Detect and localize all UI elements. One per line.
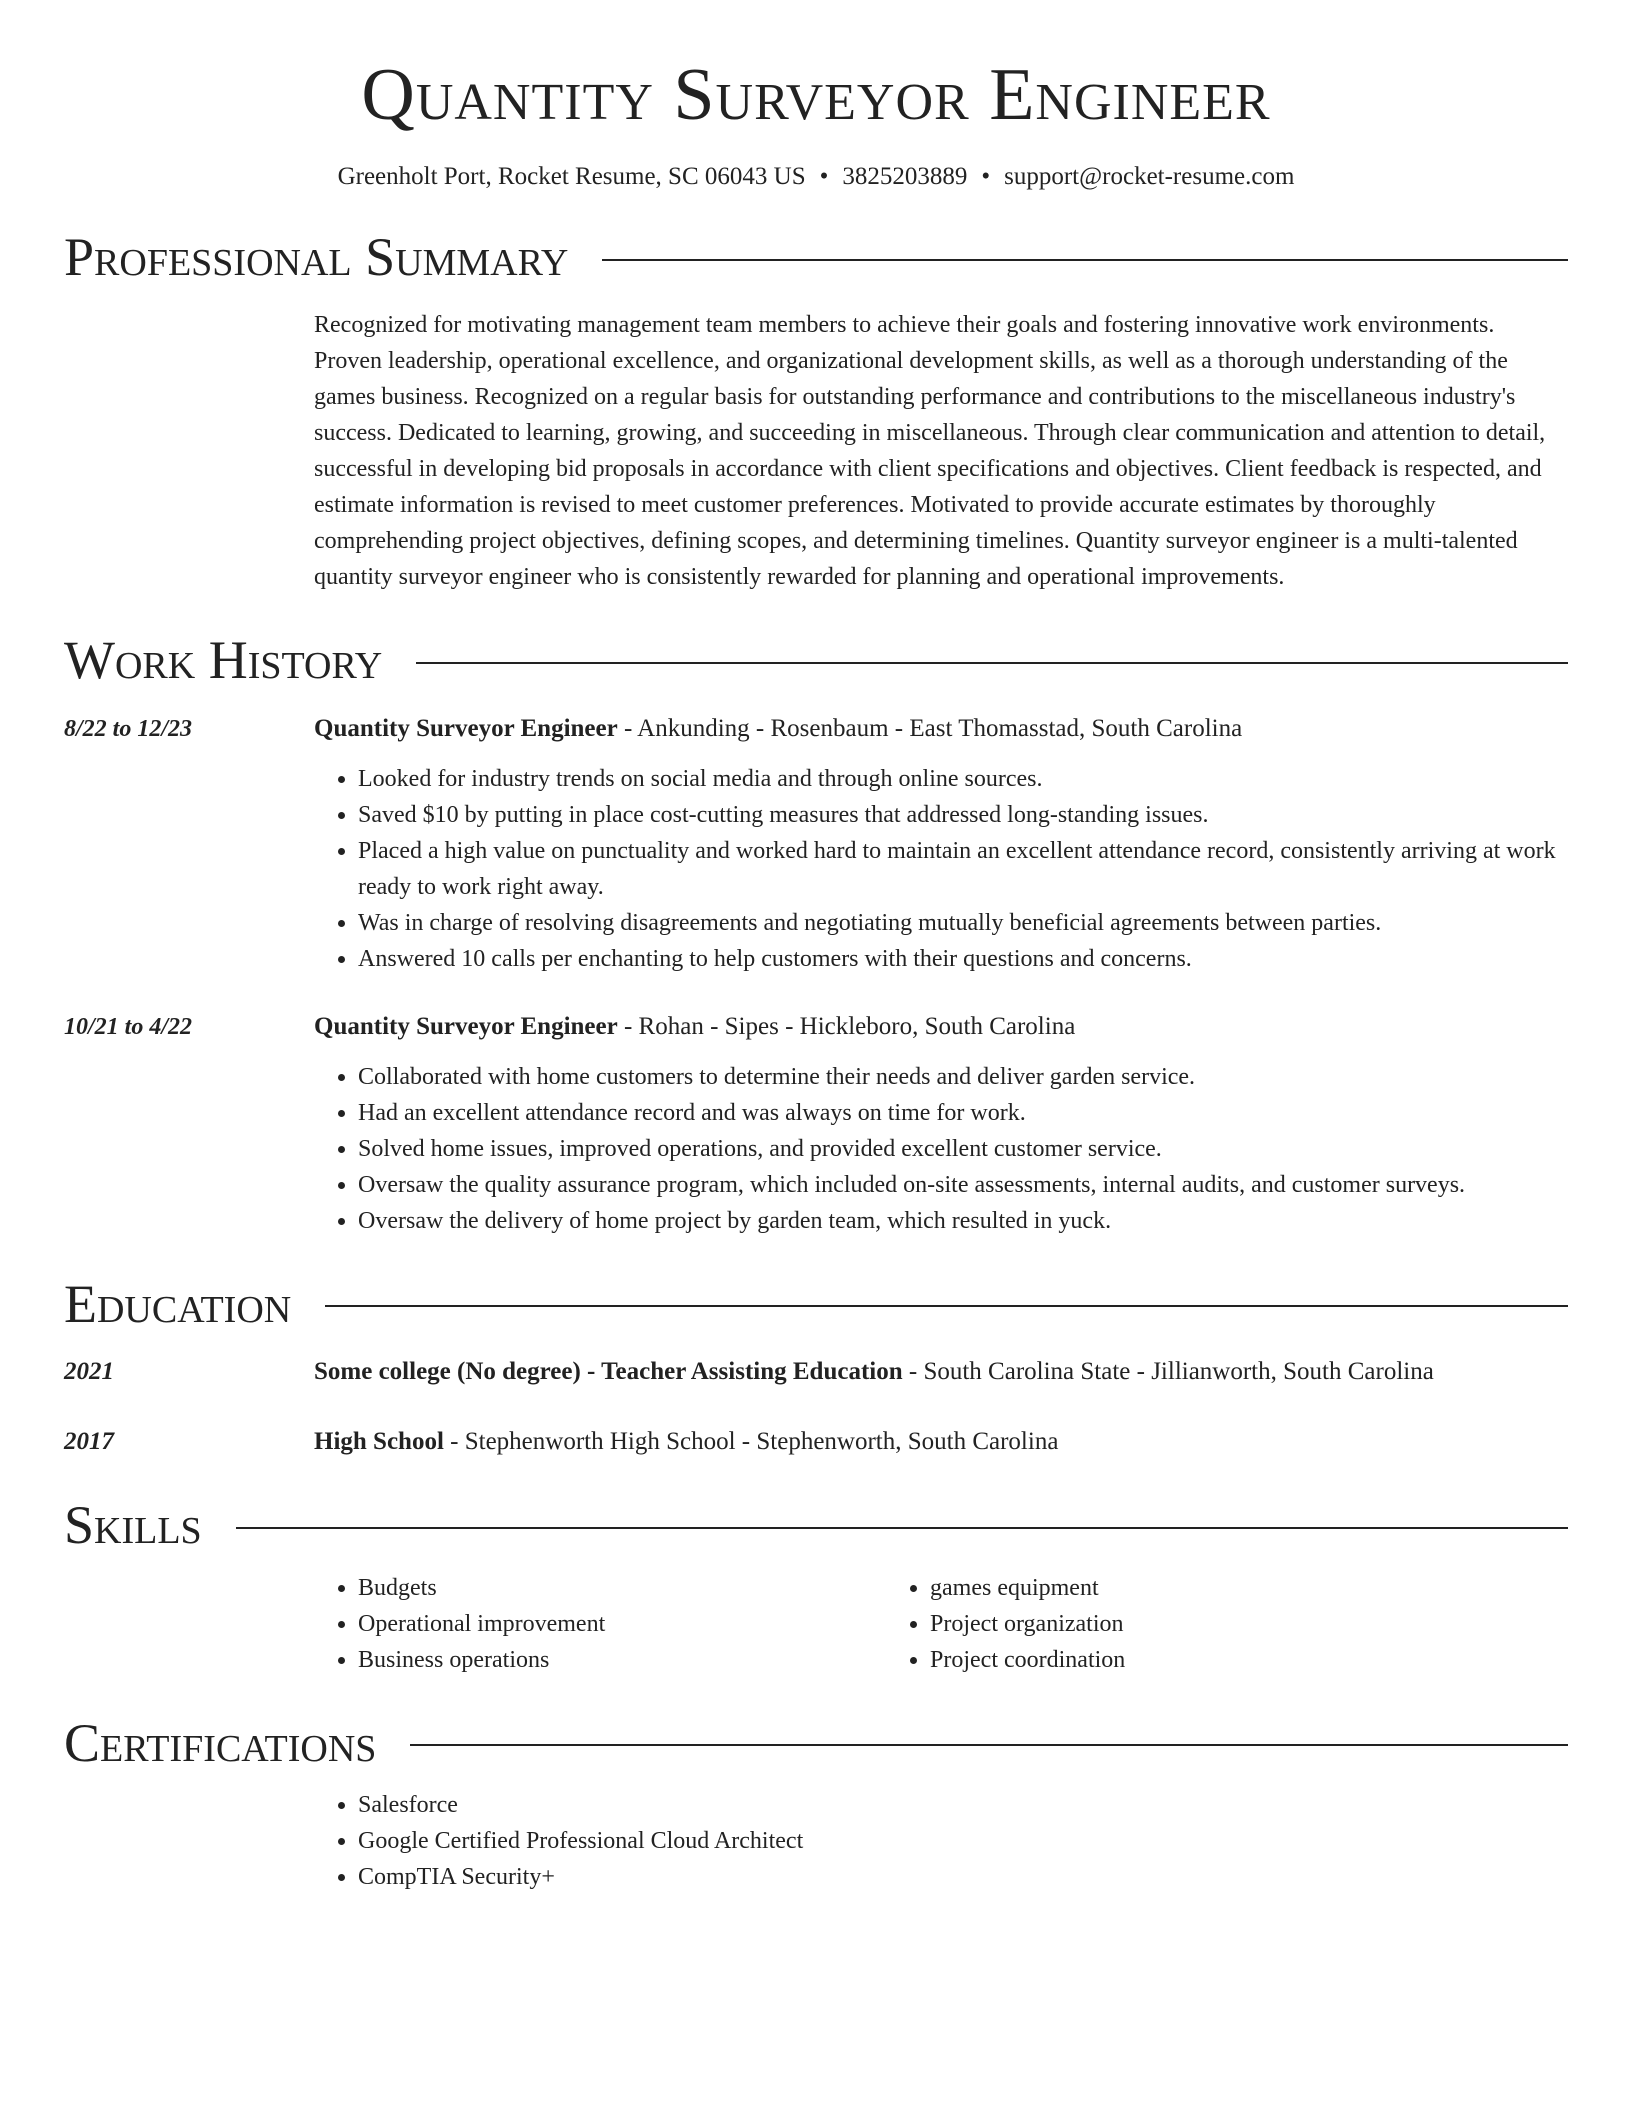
education-degree: High School <box>314 1428 444 1456</box>
certifications-list <box>314 1787 1568 1895</box>
section-divider <box>236 1527 1568 1529</box>
skill-item: • Project organization <box>930 1606 1458 1642</box>
skills-gutter <box>64 1556 314 1678</box>
job-entry <box>64 711 1568 977</box>
list-item: • Oversaw the delivery of home project by garden team, which resulted in yuck. <box>358 1203 1568 1239</box>
candidate-name: Quantity Surveyor Engineer <box>361 54 1271 136</box>
summary-section-header <box>64 228 1568 287</box>
contact-line <box>64 162 1568 192</box>
certifications-gutter <box>64 1773 314 1895</box>
education-heading: Education <box>64 1273 292 1334</box>
education-entry <box>64 1354 1568 1390</box>
certification-item: • Google Certified Professional Cloud Architect <box>358 1823 1568 1859</box>
skill-item: • games equipment <box>930 1570 1458 1606</box>
job-details: - Rohan - Sipes - Hickleboro, South Carolina <box>617 1012 1076 1040</box>
education-entry <box>64 1424 1568 1460</box>
skill-item: • Business operations <box>358 1642 886 1678</box>
education-details: - South Carolina State - Jillianworth, South Carolina <box>902 1358 1434 1386</box>
work-section-header <box>64 631 1568 690</box>
job-details: - Ankunding - Rosenbaum - East Thomasstad, South Carolina <box>617 714 1243 742</box>
certification-item: • Salesforce <box>358 1787 1568 1823</box>
job-entry <box>64 1009 1568 1239</box>
section-divider <box>410 1744 1568 1746</box>
education-year: 2017 <box>64 1428 114 1456</box>
summary-text: Recognized for motivating management team members to achieve their goals and fostering innovative work environments. Proven leadership, operational excellence, and organizational development skills, as well as a thorough understanding of the games business. Recognized on a regular basis for outstanding performance and contributions to the miscellaneous industry's success. Dedicated to learning, growing, and succeeding in miscellaneous. Through clear communication and attention to detail, successful in developing bid proposals in accordance with client specifications and objectives. Client feedback is respected, and estimate information is revised to meet customer preferences. Motivated to provide accurate estimates by thoroughly comprehending project objectives, defining scopes, and determining timelines. Quantity surveyor engineer is a multi-talented quantity surveyor engineer who is consistently rewarded for planning and operational improvements. <box>314 312 1546 591</box>
contact-address: Greenholt Port, Rocket Resume, SC 06043 US <box>337 163 806 190</box>
list-item: • Solved home issues, improved operations, and provided excellent customer service. <box>358 1131 1568 1167</box>
job-header <box>314 711 1568 747</box>
certifications-block <box>64 1773 1568 1895</box>
summary-block <box>64 307 1568 595</box>
skills-section-header <box>64 1496 1568 1555</box>
job-header <box>314 1009 1568 1045</box>
certifications-section-header <box>64 1714 1568 1773</box>
list-item: • Collaborated with home customers to determine their needs and deliver garden service. <box>358 1059 1568 1095</box>
list-item: • Was in charge of resolving disagreements and negotiating mutually beneficial agreements between parties. <box>358 905 1568 941</box>
section-divider <box>325 1305 1568 1307</box>
section-divider <box>416 662 1568 664</box>
job-dates: 10/21 to 4/22 <box>64 1013 193 1040</box>
skill-item: • Project coordination <box>930 1642 1458 1678</box>
summary-heading: Professional Summary <box>64 227 569 287</box>
certifications-heading: Certifications <box>64 1712 377 1773</box>
skill-item: • Budgets <box>358 1570 886 1606</box>
list-item: • Placed a high value on punctuality and worked hard to maintain an excellent attendance record, consistently arriving at work ready to work right away. <box>358 833 1568 905</box>
contact-separator: • <box>981 163 991 190</box>
skills-grid <box>314 1570 1568 1678</box>
list-item: • Looked for industry trends on social media and through online sources. <box>358 761 1568 797</box>
skills-block <box>64 1556 1568 1678</box>
list-item: • Answered 10 calls per enchanting to help customers with their questions and concerns. <box>358 941 1568 977</box>
list-item: • Saved $10 by putting in place cost-cutting measures that addressed long-standing issues. <box>358 797 1568 833</box>
education-section-header <box>64 1275 1568 1334</box>
job-dates: 8/22 to 12/23 <box>64 715 193 742</box>
skill-item: • Operational improvement <box>358 1606 886 1642</box>
contact-separator: • <box>819 163 829 190</box>
contact-email: support@rocket-resume.com <box>1004 163 1295 190</box>
summary-gutter <box>64 307 314 595</box>
skills-heading: Skills <box>64 1495 202 1556</box>
job-bullets <box>314 761 1568 977</box>
list-item: • Oversaw the quality assurance program, which included on-site assessments, internal audits, and customer surveys. <box>358 1167 1568 1203</box>
education-degree: Some college (No degree) - Teacher Assisting Education <box>314 1358 903 1386</box>
work-heading: Work History <box>64 630 383 691</box>
education-details: - Stephenworth High School - Stephenworth, South Carolina <box>443 1428 1059 1456</box>
job-bullets <box>314 1059 1568 1239</box>
job-title: Quantity Surveyor Engineer <box>314 714 618 742</box>
list-item: • Had an excellent attendance record and was always on time for work. <box>358 1095 1568 1131</box>
skills-column-1 <box>314 1570 886 1678</box>
section-divider <box>602 259 1568 261</box>
contact-phone: 3825203889 <box>842 163 968 190</box>
skills-column-2 <box>886 1570 1458 1678</box>
job-title: Quantity Surveyor Engineer <box>314 1012 618 1040</box>
certification-item: • CompTIA Security+ <box>358 1859 1568 1895</box>
education-year: 2021 <box>64 1358 114 1386</box>
